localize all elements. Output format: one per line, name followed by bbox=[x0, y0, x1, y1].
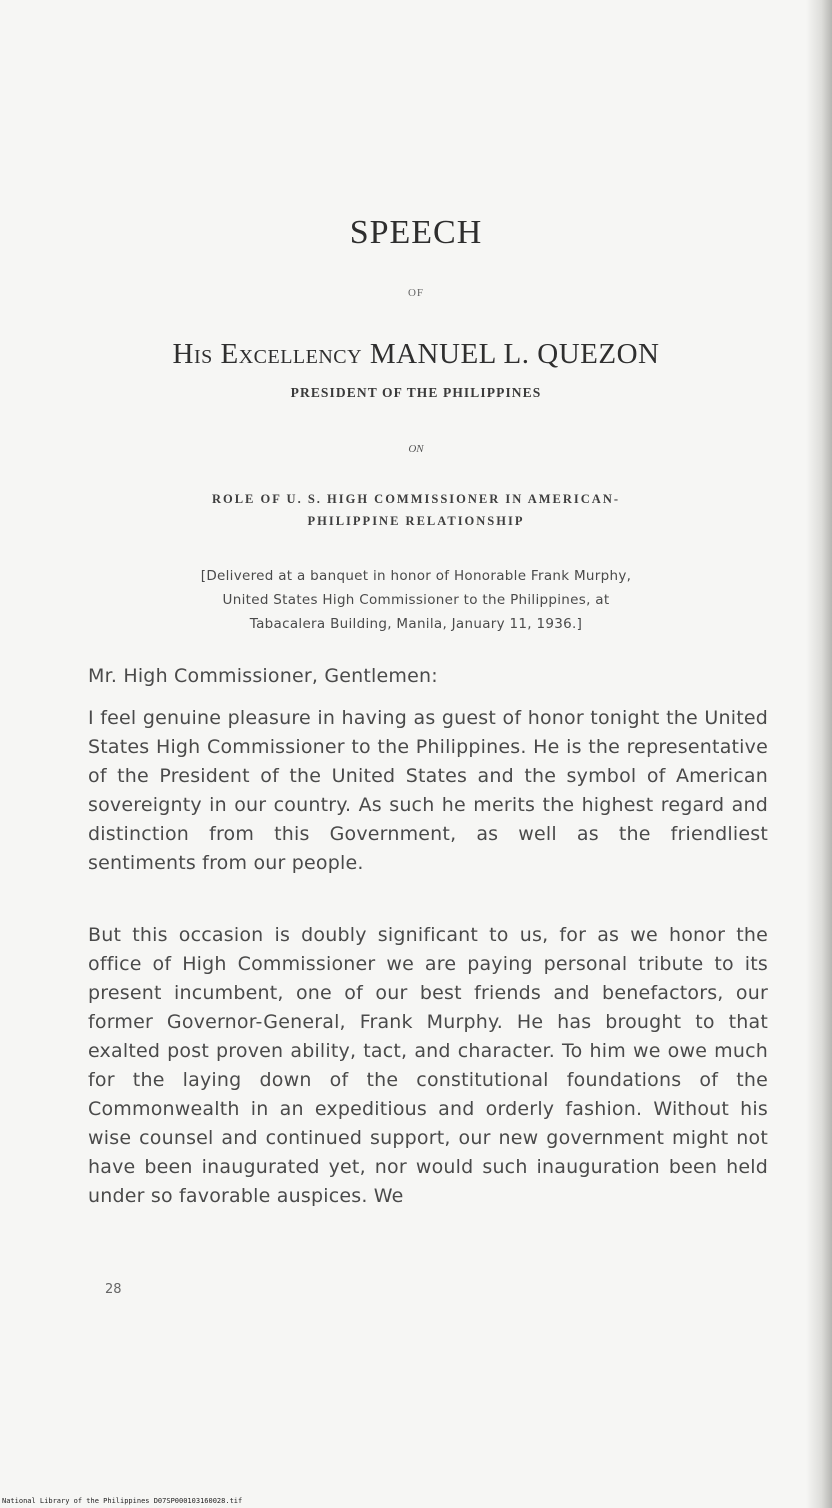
of-label: OF bbox=[407, 287, 425, 299]
speaker-role: PRESIDENT OF THE PHILIPPINES bbox=[290, 385, 542, 400]
document-title: SPEECH bbox=[349, 214, 483, 251]
delivery-note-line: Tabacalera Building, Manila, January 11, 1936.] bbox=[249, 616, 583, 632]
speaker-name: His Excellency MANUEL L. QUEZON bbox=[172, 338, 660, 370]
salutation: Mr. High Commissioner, Gentlemen: bbox=[88, 665, 438, 687]
topic-line: ROLE OF U. S. HIGH COMMISSIONER IN AMERICAN- bbox=[211, 492, 621, 506]
delivery-note-line: [Delivered at a banquet in honor of Honorable Frank Murphy, bbox=[200, 568, 632, 584]
page-number: 28 bbox=[105, 1282, 122, 1297]
scan-footer-note: National Library of the Philippines D07SP000103160028.tif bbox=[2, 1497, 243, 1505]
on-label: ON bbox=[408, 443, 424, 455]
speech-topic bbox=[0, 488, 832, 532]
paragraph: I feel genuine pleasure in having as guest of honor tonight the United States High Commissioner to the Philippines. He is the representative of the President of the United States and the symbol of American sovereignty in our country. As such he merits the highest regard and distinction from this Government, as well as the friendliest sentiments from our people. bbox=[88, 707, 768, 874]
paragraph: But this occasion is doubly significant to us, for as we honor the office of High Commissioner we are paying personal tribute to its present incumbent, one of our best friends and benefactors, our former Governor-General, Frank Murphy. He has brought to that exalted post proven ability, tact, and character. To him we owe much for the laying down of the constitutional foundations of the Commonwealth in an expeditious and orderly fashion. Without his wise counsel and continued support, our new government might not have been inaugurated yet, nor would such inauguration been held under so favorable auspices. We bbox=[88, 924, 768, 1207]
delivery-note bbox=[0, 564, 832, 636]
topic-line: PHILIPPINE RELATIONSHIP bbox=[307, 514, 525, 528]
delivery-note-line: United States High Commissioner to the Philippines, at bbox=[222, 592, 610, 608]
